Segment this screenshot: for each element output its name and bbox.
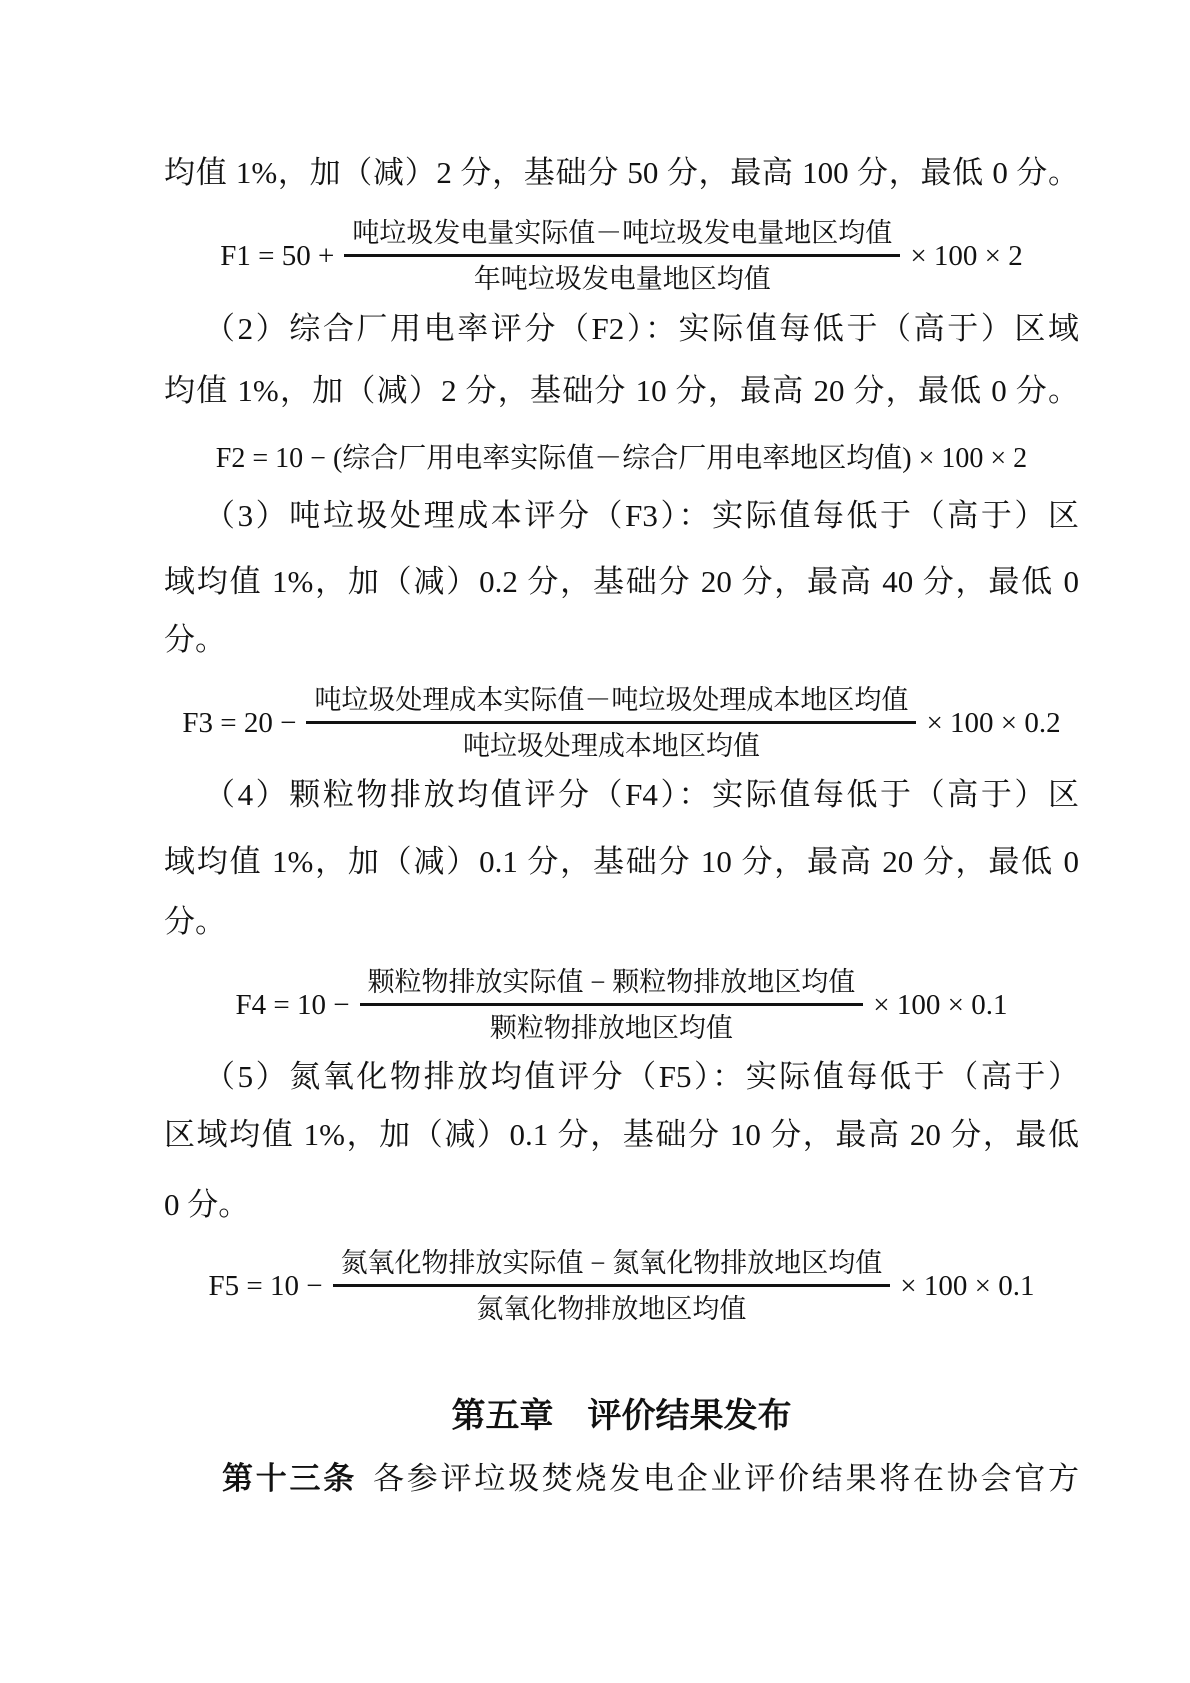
paragraph-f4-line-3: 分。 (164, 904, 226, 939)
formula-f4 (164, 963, 1079, 1047)
formula-f3-rhs: × 100 × 0.2 (926, 706, 1061, 739)
formula-f4-lhs: F4 = 10 − (235, 988, 350, 1021)
formula-f5-numerator: 氮氧化物排放实际值 − 氮氧化物排放地区均值 (333, 1244, 891, 1287)
formula-f2: F2 = 10 − (综合厂用电率实际值－综合厂用电率地区均值) × 100 × 2 (215, 443, 1028, 474)
paragraph-f4-line-2: 域均值 1%，加（减）0.1 分，基础分 10 分，最高 20 分，最低 0 (164, 844, 1079, 879)
formula-f1-rhs: × 100 × 2 (910, 239, 1023, 272)
paragraph-f3-line-2: 域均值 1%，加（减）0.2 分，基础分 20 分，最高 40 分，最低 0 (164, 564, 1079, 599)
formula-f3-denominator: 吨垃圾处理成本地区均值 (462, 731, 760, 761)
paragraph-f5-line-1: （5）氮氧化物排放均值评分（F5）：实际值每低于（高于） (204, 1059, 1079, 1094)
formula-f1-numerator: 吨垃圾发电量实际值－吨垃圾发电量地区均值 (344, 214, 900, 257)
formula-f3-fraction (306, 681, 916, 765)
formula-f1-lhs: F1 = 50 + (220, 239, 335, 272)
paragraph-f2-line-1: （2）综合厂用电率评分（F2）：实际值每低于（高于）区域 (204, 311, 1079, 346)
paragraph-f5-line-3: 0 分。 (164, 1187, 250, 1222)
formula-f1-fraction (344, 214, 900, 298)
formula-f3-numerator: 吨垃圾处理成本实际值－吨垃圾处理成本地区均值 (306, 681, 916, 724)
paragraph-f2-line-2: 均值 1%，加（减）2 分，基础分 10 分，最高 20 分，最低 0 分。 (164, 373, 1079, 408)
paragraph-f1-line-2: 均值 1%，加（减）2 分，基础分 50 分，最高 100 分，最低 0 分。 (164, 155, 1079, 190)
chapter-heading: 第五章 评价结果发布 (451, 1397, 792, 1435)
paragraph-f4-line-1: （4）颗粒物排放均值评分（F4）：实际值每低于（高于）区 (204, 777, 1079, 812)
formula-f3 (164, 681, 1079, 765)
article-13-text: 各参评垃圾焚烧发电企业评价结果将在协会官方 (373, 1461, 1079, 1496)
formula-f5-denominator: 氮氧化物排放地区均值 (476, 1294, 747, 1324)
formula-f5-rhs: × 100 × 0.1 (900, 1269, 1035, 1302)
formula-f4-fraction (360, 963, 864, 1047)
formula-f4-denominator: 颗粒物排放地区均值 (489, 1013, 733, 1043)
paragraph-f3-line-1: （3）吨垃圾处理成本评分（F3）：实际值每低于（高于）区 (204, 498, 1079, 533)
formula-f4-rhs: × 100 × 0.1 (873, 988, 1008, 1021)
article-13-label: 第十三条 (222, 1461, 357, 1496)
formula-f1-denominator: 年吨垃圾发电量地区均值 (473, 264, 771, 294)
formula-f5-fraction (333, 1244, 891, 1328)
formula-f5 (164, 1244, 1079, 1328)
formula-f1 (164, 214, 1079, 298)
formula-f5-lhs: F5 = 10 − (208, 1269, 323, 1302)
formula-f3-lhs: F3 = 20 − (182, 706, 297, 739)
article-13-line-1 (164, 1458, 1079, 1500)
paragraph-f5-line-2: 区域均值 1%，加（减）0.1 分，基础分 10 分，最高 20 分，最低 (164, 1117, 1079, 1152)
formula-f4-numerator: 颗粒物排放实际值 − 颗粒物排放地区均值 (360, 963, 864, 1006)
paragraph-f3-line-3: 分。 (164, 622, 226, 657)
